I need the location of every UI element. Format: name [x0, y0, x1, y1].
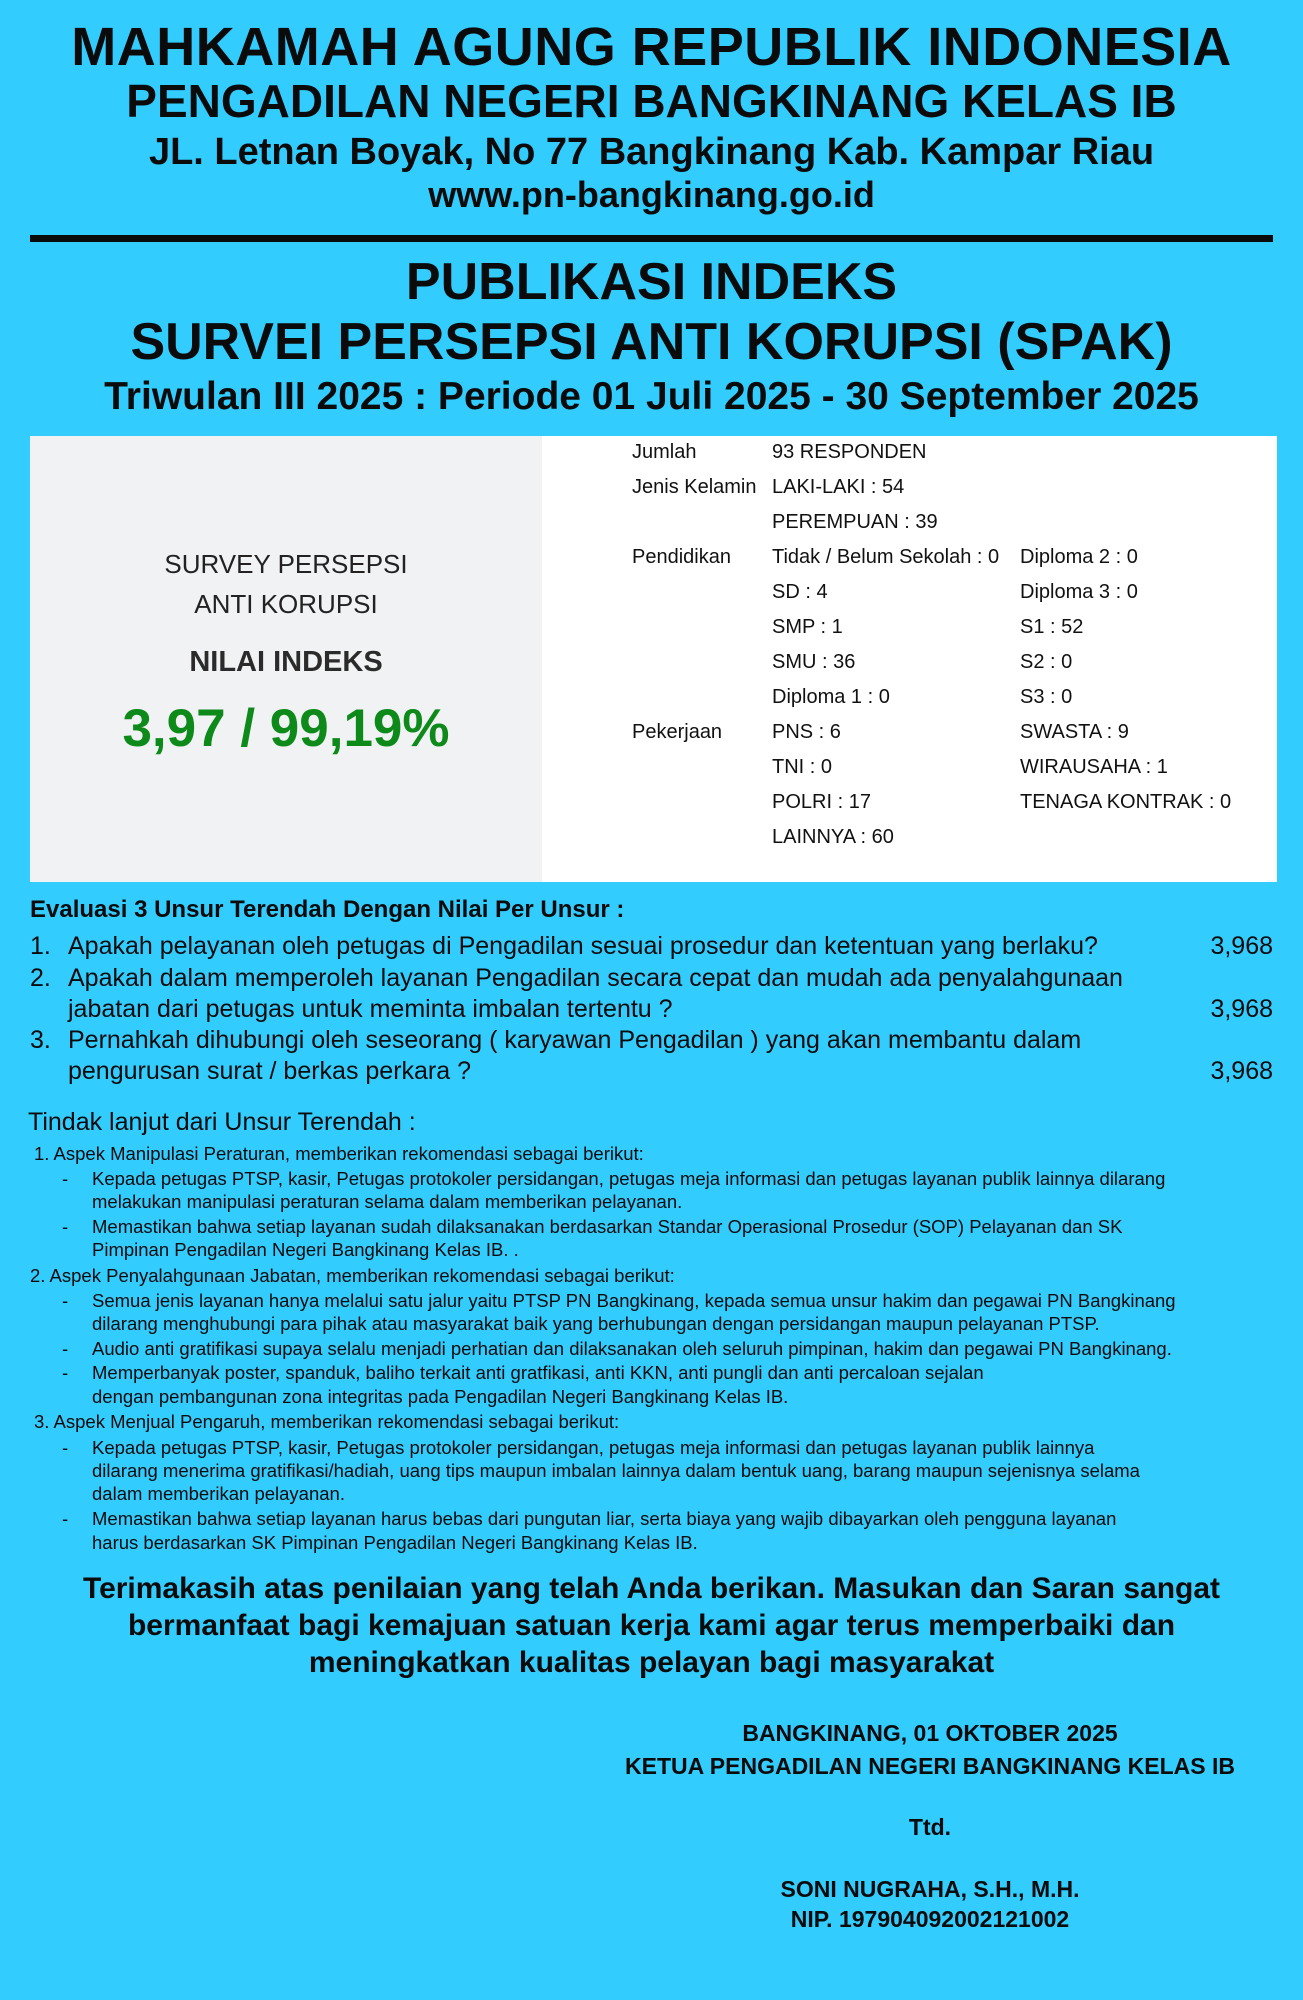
header-court: PENGADILAN NEGERI BANGKINANG KELAS IB	[126, 75, 1177, 127]
thank-you-line: meningkatkan kualitas pelayan bagi masyarakat	[308, 1646, 995, 1679]
dash-bullet: -	[62, 1338, 69, 1359]
period-subtitle: Triwulan III 2025 : Periode 01 Juli 2025 - 30 September 2025	[104, 375, 1199, 418]
aspect-point: Memastikan bahwa setiap layanan sudah dilaksanakan berdasarkan Standar Operasional Prosedur (SOP) Pelayanan dan SK	[92, 1216, 1123, 1237]
header-address: JL. Letnan Boyak, No 77 Bangkinang Kab. Kampar Riau	[148, 131, 1155, 173]
pendidikan-value: Tidak / Belum Sekolah : 0	[772, 546, 1000, 568]
pekerjaan-value: PNS : 6	[772, 721, 841, 743]
pendidikan-value: Diploma 3 : 0	[1020, 581, 1138, 603]
jumlah-value: 93 RESPONDEN	[772, 441, 927, 463]
evaluation-score: 3,968	[1210, 995, 1273, 1023]
header-divider	[30, 235, 1273, 242]
aspect-point: Memastikan bahwa setiap layanan harus bebas dari pungutan liar, serta biaya yang wajib dibayarkan oleh pengguna layanan	[92, 1508, 1117, 1529]
pekerjaan-value: SWASTA : 9	[1020, 721, 1129, 743]
pendidikan-value: Diploma 2 : 0	[1020, 546, 1138, 568]
dash-bullet: -	[62, 1437, 69, 1458]
aspect-point: melakukan manipulasi peraturan selama dalam memberikan pelayanan.	[92, 1191, 683, 1212]
pendidikan-value: SMU : 36	[772, 651, 856, 673]
gender-value: PEREMPUAN : 39	[772, 511, 938, 533]
aspect-point: Audio anti gratifikasi supaya selalu menjadi perhatian dan dilaksanakan oleh seluruh pimpinan, hakim dan pegawai PN Bangkinang.	[92, 1338, 1172, 1359]
pendidikan-value: S3 : 0	[1020, 686, 1073, 708]
pendidikan-value: Diploma 1 : 0	[772, 686, 890, 708]
evaluation-item	[30, 1025, 1273, 1087]
evaluation-score: 3,968	[1210, 1057, 1273, 1085]
survey-title: SURVEI PERSEPSI ANTI KORUPSI (SPAK)	[130, 313, 1173, 371]
thank-you-message	[30, 1570, 1273, 1681]
aspect-point: dengan pembangunan zona integritas pada Pengadilan Negeri Bangkinang Kelas IB.	[92, 1386, 789, 1407]
jumlah-label: Jumlah	[632, 441, 697, 463]
pekerjaan-value: TNI : 0	[772, 756, 833, 778]
thank-you-line: Terimakasih atas penilaian yang telah Anda berikan. Masukan dan Saran sangat	[82, 1572, 1221, 1605]
index-summary-box	[30, 436, 542, 882]
survey-label: SURVEY PERSEPSI ANTI KORUPSI	[164, 549, 408, 619]
pekerjaan-value: LAINNYA : 60	[772, 826, 894, 848]
pekerjaan-label: Pekerjaan	[632, 721, 723, 743]
aspect-point: Kepada petugas PTSP, kasir, Petugas protokoler persidangan, petugas meja informasi dan petugas layanan publik lainnya	[92, 1437, 1095, 1458]
evaluation-question: Apakah dalam memperoleh layanan Pengadilan secara cepat dan mudah ada penyalahgunaan	[68, 964, 1123, 992]
aspect-point: Semua jenis layanan hanya melalui satu jalur yaitu PTSP PN Bangkinang, kepada semua unsur hakim dan pegawai PN Bangkinang	[92, 1290, 1176, 1311]
header-website: www.pn-bangkinang.go.id	[428, 174, 875, 215]
evaluation-item	[30, 963, 1273, 1025]
nilai-indeks-value: 3,97 / 99,19%	[122, 699, 450, 758]
pekerjaan-value: TENAGA KONTRAK : 0	[1020, 791, 1232, 813]
evaluation-score: 3,968	[1210, 932, 1273, 960]
aspect-heading: 2. Aspek Penyalahgunaan Jabatan, memberikan rekomendasi sebagai berikut:	[30, 1265, 675, 1286]
aspect-point: dalam memberikan pelayanan.	[92, 1483, 345, 1504]
gender-value: LAKI-LAKI : 54	[772, 476, 905, 498]
signature-nip: NIP. 197904092002121002	[790, 1906, 1070, 1932]
aspect-heading: 1. Aspek Manipulasi Peraturan, memberikan rekomendasi sebagai berikut:	[34, 1143, 644, 1164]
aspect-heading: 3. Aspek Menjual Pengaruh, memberikan rekomendasi sebagai berikut:	[34, 1411, 620, 1432]
aspect-point: Kepada petugas PTSP, kasir, Petugas protokoler persidangan, petugas meja informasi dan petugas layanan publik lainnya dilarang	[92, 1168, 1166, 1189]
signature-ttd: Ttd.	[908, 1814, 952, 1840]
index-panel	[30, 436, 1277, 882]
pendidikan-value: SD : 4	[772, 581, 828, 603]
header-institution: MAHKAMAH AGUNG REPUBLIK INDONESIA	[71, 17, 1232, 77]
signature-place-date: BANGKINANG, 01 OKTOBER 2025	[742, 1720, 1118, 1746]
evaluation-question: Pernahkah dihubungi oleh seseorang ( karyawan Pengadilan ) yang akan membantu dalam	[68, 1026, 1082, 1054]
aspect-point: dilarang menerima gratifikasi/hadiah, uang tips maupun imbalan lainnya dalam bentuk uang, barang maupun sejenisnya selama	[92, 1460, 1140, 1481]
dash-bullet: -	[62, 1168, 69, 1189]
evaluation-number: 1.	[30, 932, 51, 960]
dash-bullet: -	[62, 1362, 69, 1383]
pendidikan-value: S1 : 52	[1020, 616, 1084, 638]
dash-bullet: -	[62, 1508, 69, 1529]
signature-position: KETUA PENGADILAN NEGERI BANGKINANG KELAS IB	[625, 1753, 1235, 1779]
thank-you-line: bermanfaat bagi kemajuan satuan kerja kami agar terus memperbaiki dan	[127, 1609, 1176, 1642]
gender-label: Jenis Kelamin	[632, 476, 757, 498]
pekerjaan-value: POLRI : 17	[772, 791, 871, 813]
evaluation-number: 2.	[30, 964, 51, 992]
pekerjaan-value: WIRAUSAHA : 1	[1020, 756, 1168, 778]
aspect-point: Pimpinan Pengadilan Negeri Bangkinang Kelas IB. .	[92, 1239, 519, 1260]
dash-bullet: -	[62, 1290, 69, 1311]
pendidikan-label: Pendidikan	[632, 546, 731, 568]
evaluation-item	[30, 931, 1273, 962]
aspect-point: dilarang menghubungi para pihak atau masyarakat baik yang berhubungan dengan persidangan maupun pelayanan PTSP.	[92, 1313, 1100, 1334]
signature-name: SONI NUGRAHA, S.H., M.H.	[780, 1876, 1080, 1902]
publication-title: PUBLIKASI INDEKS	[405, 253, 898, 311]
pendidikan-value: S2 : 0	[1020, 651, 1073, 673]
nilai-indeks-label: NILAI INDEKS	[189, 646, 383, 678]
evaluation-question: jabatan dari petugas untuk meminta imbalan tertentu ?	[68, 995, 673, 1023]
follow-up-title: Tindak lanjut dari Unsur Terendah :	[28, 1108, 416, 1136]
evaluation-number: 3.	[30, 1026, 51, 1054]
aspect-point: Memperbanyak poster, spanduk, baliho terkait anti gratfikasi, anti KKN, anti pungli dan anti percaloan sejalan	[92, 1362, 984, 1383]
evaluation-title: Evaluasi 3 Unsur Terendah Dengan Nilai Per Unsur :	[30, 896, 625, 923]
evaluation-question: pengurusan surat / berkas perkara ?	[68, 1057, 472, 1085]
aspect-point: harus berdasarkan SK Pimpinan Pengadilan Negeri Bangkinang Kelas IB.	[92, 1532, 698, 1553]
pendidikan-value: SMP : 1	[772, 616, 843, 638]
evaluation-question: Apakah pelayanan oleh petugas di Pengadilan sesuai prosedur dan ketentuan yang berlaku?	[68, 932, 1098, 960]
dash-bullet: -	[62, 1216, 69, 1237]
